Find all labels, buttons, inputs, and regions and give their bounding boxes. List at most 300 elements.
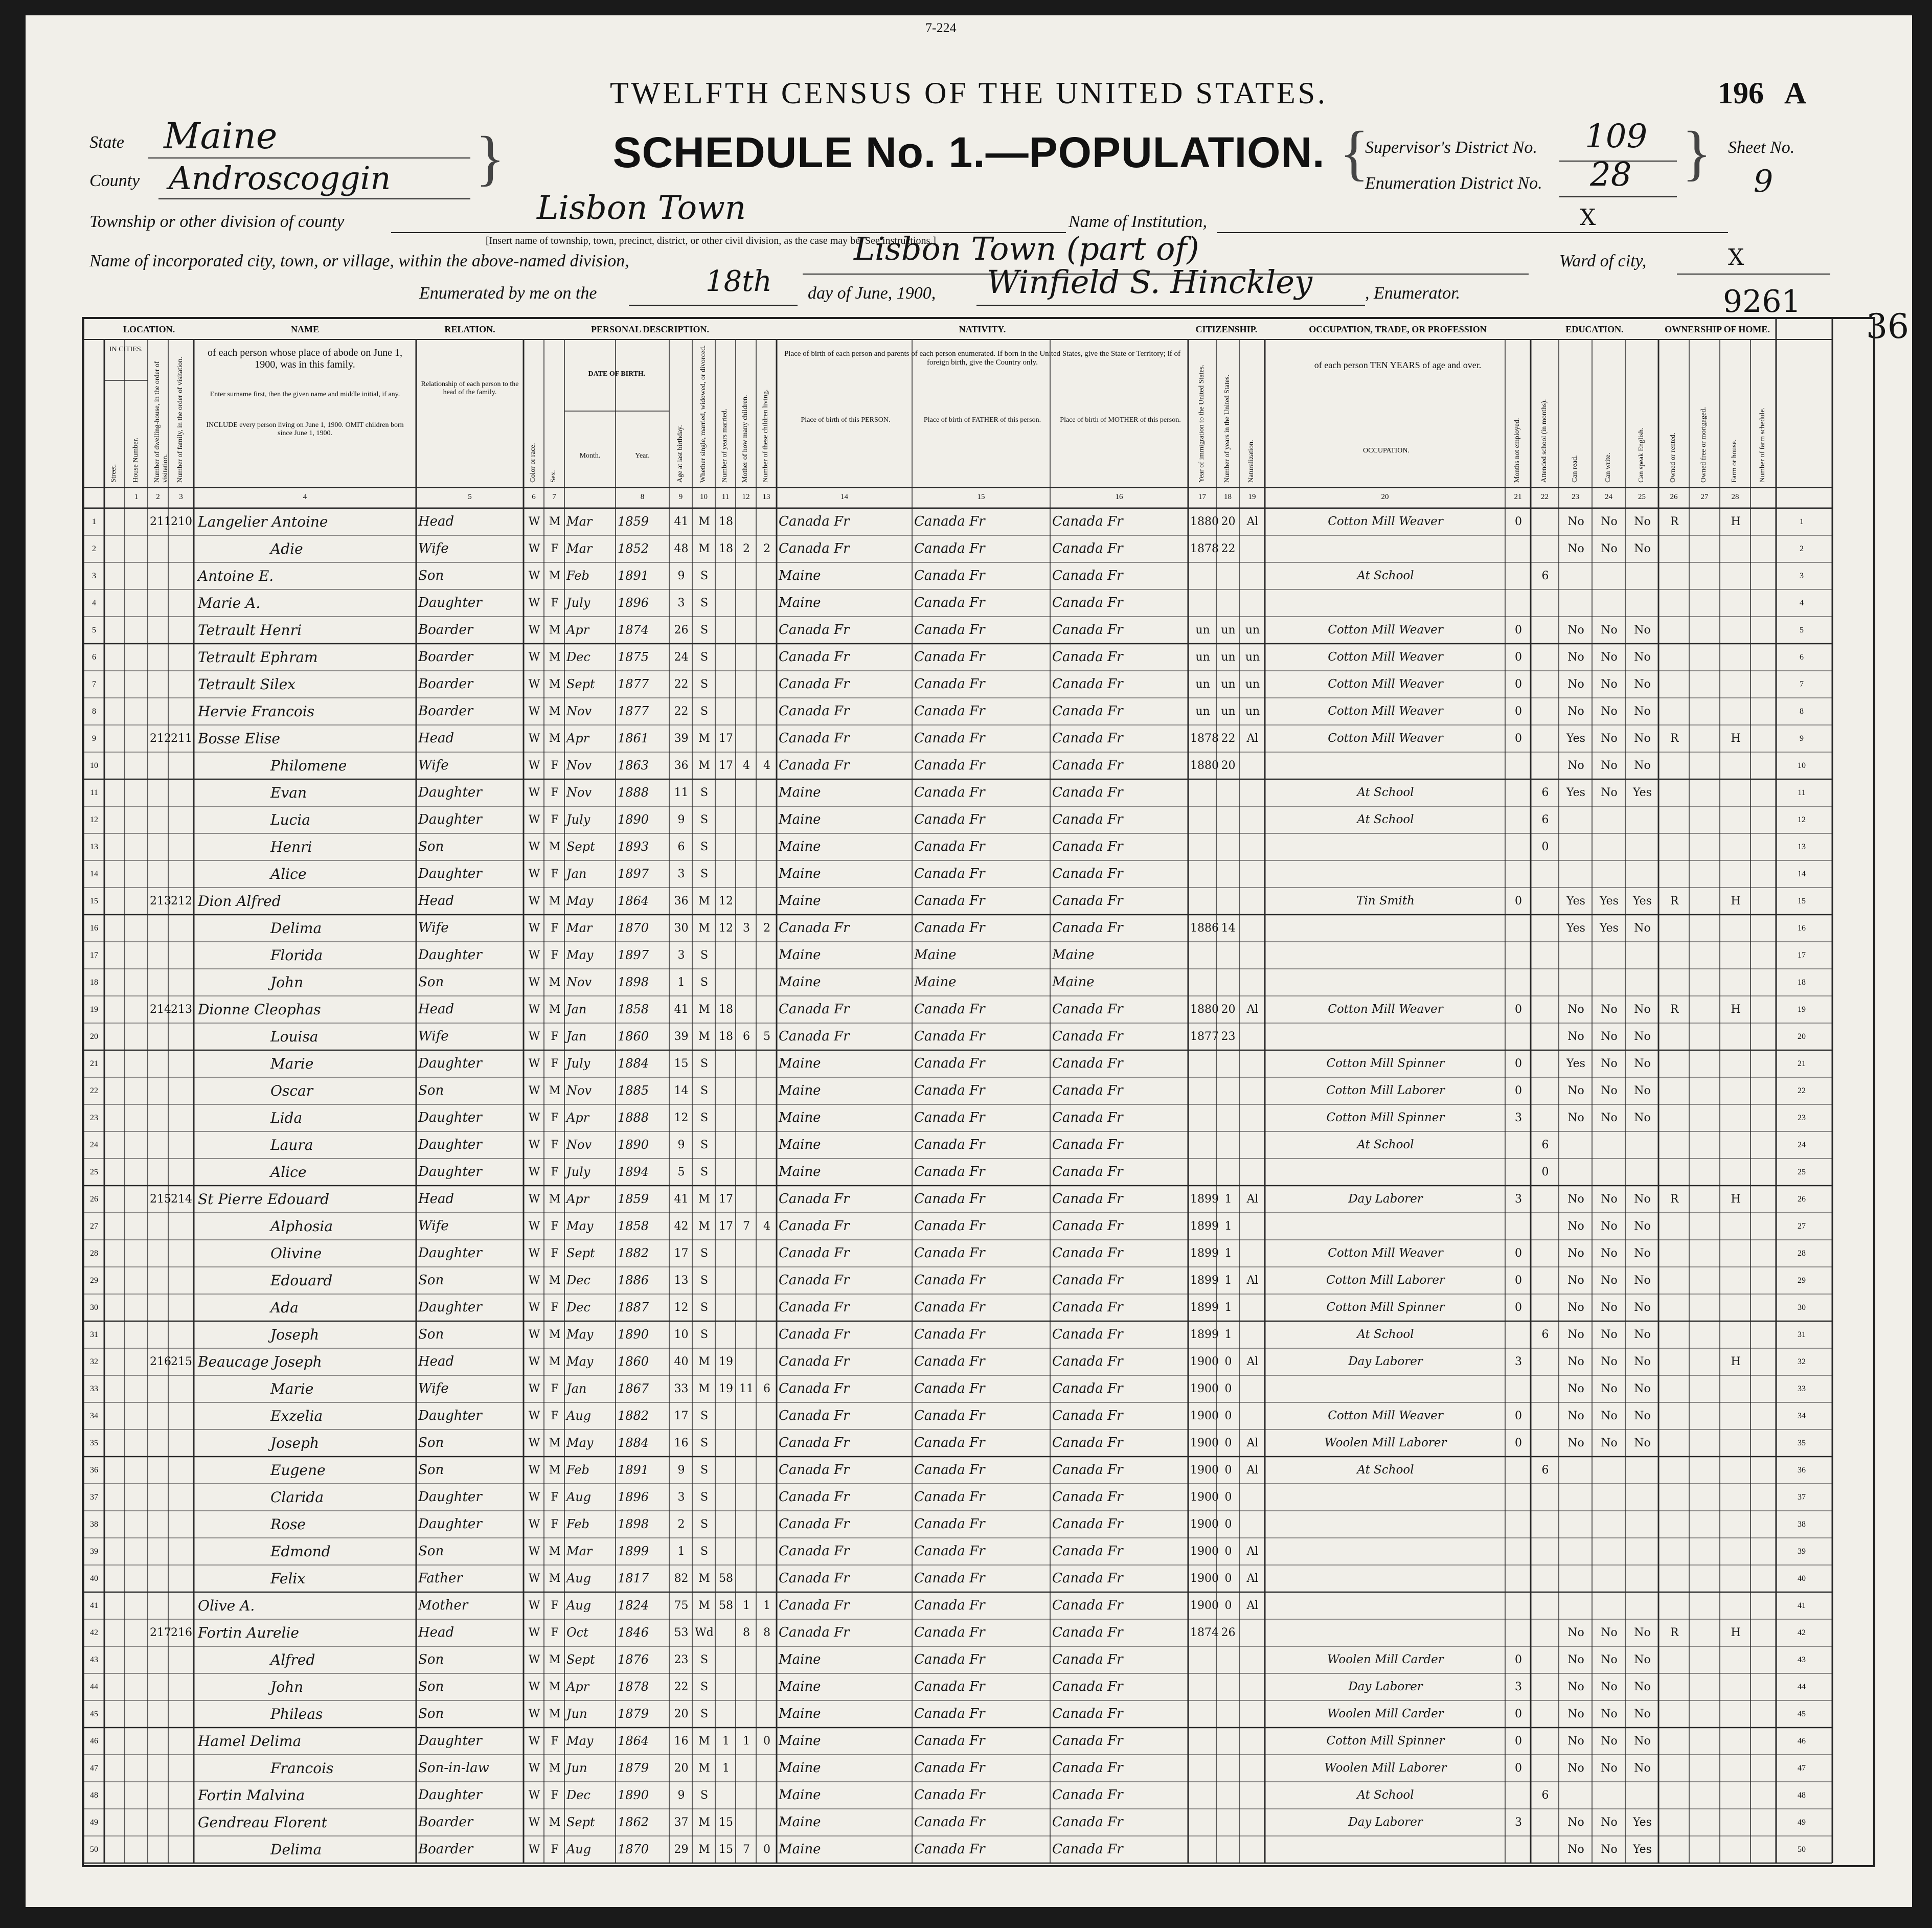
cell-ym: 18	[719, 1030, 733, 1043]
cell-mon: Oct	[566, 1625, 588, 1640]
cell-ym: 18	[719, 1003, 733, 1016]
cell-mon: Apr	[566, 731, 589, 745]
cell-mon: Jan	[566, 1002, 587, 1016]
cell-own: R	[1670, 1626, 1679, 1639]
cell-rel: Daughter	[418, 1787, 482, 1803]
cell-name: Antoine E.	[198, 568, 274, 584]
cell-bf: Canada Fr	[914, 514, 985, 529]
cell-mar: S	[700, 1328, 709, 1341]
cell-cl: 6	[763, 1382, 770, 1395]
cell-occ: Cotton Mill Weaver	[1328, 650, 1443, 664]
line-number: 13	[90, 843, 98, 851]
cell-bp: Maine	[779, 1137, 821, 1152]
enum-district-value: 28	[1590, 156, 1632, 194]
cell-bp: Canada Fr	[779, 541, 850, 556]
cell-mon: Aug	[566, 1598, 592, 1613]
cell-bp: Canada Fr	[779, 514, 850, 529]
stamp-number: 9261	[1723, 284, 1801, 320]
cell-bp: Canada Fr	[779, 1489, 850, 1505]
line-number: 16	[90, 924, 98, 933]
institution-label: Name of Institution,	[1069, 212, 1208, 231]
cell-occ: Woolen Mill Laborer	[1324, 1436, 1447, 1449]
cell-en: No	[1634, 1735, 1651, 1748]
line-number-right: 15	[1798, 897, 1806, 905]
cell-bf: Canada Fr	[914, 812, 985, 827]
cell-rd: No	[1567, 1437, 1584, 1449]
cell-imm: 1878	[1190, 542, 1219, 555]
cell-yr: 1884	[618, 1056, 649, 1071]
cell-sex: F	[551, 949, 559, 962]
cell-mon: Apr	[566, 1110, 589, 1125]
cell-nat: un	[1245, 705, 1260, 718]
cell-yr: 1877	[618, 704, 649, 718]
cell-occ: Cotton Mill Laborer	[1326, 1274, 1445, 1287]
cell-wr: No	[1601, 1816, 1618, 1829]
vertical-column-label: Age at last birthday.	[676, 425, 684, 483]
cell-name: John	[270, 974, 304, 991]
cell-age: 16	[674, 1735, 689, 1748]
cell-mar: S	[700, 1057, 709, 1070]
cell-mon: Mar	[566, 1544, 593, 1558]
column-number: 24	[1605, 493, 1612, 501]
cell-mon: Jun	[566, 1761, 587, 1775]
cell-rd: No	[1567, 1328, 1584, 1341]
cell-occ: Cotton Mill Spinner	[1326, 1734, 1445, 1748]
cell-bm: Canada Fr	[1052, 1814, 1123, 1830]
line-number-right: 14	[1798, 870, 1806, 878]
column-number: 23	[1572, 493, 1579, 501]
line-number: 44	[90, 1683, 98, 1691]
cell-color: W	[528, 1708, 540, 1720]
cell-mon: Dec	[566, 650, 590, 664]
cell-name: Dionne Cleophas	[198, 1001, 321, 1018]
cell-wr: No	[1601, 1626, 1618, 1639]
cell-sex: M	[549, 732, 561, 745]
cell-color: W	[528, 1084, 540, 1097]
line-number-right: 40	[1798, 1574, 1806, 1583]
cell-age: 22	[674, 1681, 689, 1693]
cell-bp: Canada Fr	[779, 704, 850, 719]
cell-bf: Canada Fr	[914, 1489, 985, 1505]
cell-mar: M	[698, 1599, 710, 1612]
cell-bp: Maine	[779, 1733, 821, 1749]
cell-sch: 6	[1541, 1139, 1549, 1151]
cell-sex: M	[549, 1355, 561, 1368]
line-number: 48	[90, 1791, 98, 1800]
cell-yr: 1893	[618, 840, 649, 854]
cell-cl: 0	[763, 1735, 770, 1748]
cell-ch: 7	[743, 1220, 750, 1233]
line-number-right: 8	[1800, 707, 1804, 716]
cell-mar: M	[698, 542, 710, 555]
cell-bm: Canada Fr	[1052, 812, 1123, 827]
cell-bm: Canada Fr	[1052, 1273, 1123, 1288]
cell-name: Henri	[270, 838, 312, 855]
cell-age: 1	[677, 976, 685, 989]
cell-yr: 1891	[618, 569, 649, 583]
cell-occ: At School	[1357, 786, 1414, 799]
cell-yus: 0	[1224, 1491, 1232, 1504]
line-number-right: 33	[1798, 1385, 1806, 1393]
cell-name: Clarida	[270, 1489, 324, 1506]
line-number: 23	[90, 1114, 98, 1122]
line-number-right: 35	[1798, 1439, 1806, 1447]
enumerator-underline	[976, 305, 1365, 306]
cell-yr: 1890	[618, 1788, 649, 1802]
cell-mne: 3	[1515, 1816, 1522, 1829]
cell-ym: 19	[719, 1382, 733, 1395]
cell-bp: Canada Fr	[779, 649, 850, 665]
cell-color: W	[528, 1382, 540, 1395]
cell-rel: Head	[418, 893, 454, 909]
cell-dw: 215	[150, 1193, 171, 1206]
cell-age: 20	[674, 1708, 689, 1720]
cell-rd: Yes	[1566, 786, 1585, 799]
line-number-right: 42	[1798, 1628, 1806, 1637]
cell-mon: Feb	[566, 569, 589, 583]
vertical-column-label: House Number.	[131, 438, 140, 483]
cell-yus: 0	[1224, 1437, 1232, 1449]
cell-yr: 1862	[618, 1815, 649, 1829]
form-code: 7-224	[925, 20, 957, 35]
cell-mne: 0	[1515, 624, 1522, 637]
cell-age: 42	[674, 1220, 689, 1233]
cell-mon: Nov	[566, 1138, 592, 1152]
cell-en: Yes	[1633, 1843, 1652, 1856]
cell-yr: 1874	[618, 623, 649, 637]
cell-sex: F	[551, 1301, 559, 1314]
cell-mon: Apr	[566, 1680, 589, 1694]
column-number: 18	[1224, 493, 1232, 501]
cell-age: 10	[674, 1328, 689, 1341]
name-instruction-2: INCLUDE every person living on June 1, 1900. OMIT children born since June 1, 1900.	[206, 421, 404, 438]
cell-ch: 4	[743, 759, 750, 772]
county-underline	[158, 198, 470, 199]
line-number: 50	[90, 1845, 98, 1854]
cell-bf: Canada Fr	[914, 1435, 985, 1450]
line-number-right: 17	[1798, 951, 1806, 960]
line-number-right: 29	[1798, 1276, 1806, 1285]
cell-mar: S	[700, 1464, 709, 1477]
cell-wr: No	[1601, 651, 1618, 664]
cell-bp: Canada Fr	[779, 1598, 850, 1613]
cell-rel: Head	[418, 731, 454, 746]
cell-rd: No	[1567, 1735, 1584, 1748]
cell-mar: S	[700, 949, 709, 962]
cell-color: W	[528, 895, 540, 908]
cell-wr: No	[1601, 678, 1618, 691]
cell-rel: Daughter	[418, 1516, 482, 1532]
cell-name: Lida	[270, 1109, 303, 1126]
cell-sex: F	[551, 1112, 559, 1124]
cell-bm: Canada Fr	[1052, 568, 1123, 583]
cell-name: Hervie Francois	[198, 703, 315, 720]
cell-fh: H	[1731, 895, 1741, 908]
cell-color: W	[528, 1491, 540, 1504]
cell-nat: un	[1245, 651, 1260, 664]
cell-mar: S	[700, 1653, 709, 1666]
line-number: 21	[90, 1059, 98, 1068]
cell-ym: 1	[722, 1762, 730, 1775]
cell-mon: Nov	[566, 758, 592, 773]
cell-bp: Canada Fr	[779, 1002, 850, 1017]
cell-mon: Jan	[566, 1029, 587, 1044]
line-number: 9	[92, 734, 96, 743]
cell-bm: Canada Fr	[1052, 676, 1123, 692]
line-number: 8	[92, 707, 96, 716]
cell-rd: No	[1567, 1626, 1584, 1639]
cell-bf: Canada Fr	[914, 1164, 985, 1180]
vertical-column-label: Number of these children living.	[762, 389, 769, 483]
cell-name: Joseph	[270, 1435, 319, 1451]
cell-sex: M	[549, 1193, 561, 1206]
cell-nat: Al	[1246, 1355, 1259, 1368]
cell-yus: 22	[1221, 542, 1236, 555]
cell-ym: 58	[719, 1599, 733, 1612]
cell-bp: Maine	[779, 1110, 821, 1125]
cell-rel: Son	[418, 974, 444, 990]
cell-yr: 1860	[618, 1354, 649, 1369]
cell-bm: Canada Fr	[1052, 649, 1123, 665]
cell-mar: S	[700, 976, 709, 989]
cell-occ: Cotton Mill Spinner	[1326, 1301, 1445, 1314]
vertical-column-label: Number of years married.	[721, 409, 729, 483]
cell-bm: Canada Fr	[1052, 1571, 1123, 1586]
column-number: 12	[742, 493, 750, 501]
cell-imm: 1880	[1190, 515, 1219, 528]
cell-yr: 1861	[618, 731, 649, 745]
date-of-birth-header: DATE OF BIRTH.	[588, 370, 646, 378]
cell-name: Lucia	[270, 811, 310, 828]
line-number-right: 1	[1800, 517, 1804, 526]
cell-en: No	[1634, 1003, 1651, 1016]
line-number: 17	[90, 951, 98, 960]
cell-name: Hamel Delima	[198, 1733, 302, 1750]
cell-imm: un	[1195, 705, 1210, 718]
cell-rd: No	[1567, 1274, 1584, 1287]
cell-wr: No	[1601, 1843, 1618, 1856]
cell-bf: Canada Fr	[914, 785, 985, 800]
cell-yus: un	[1221, 651, 1236, 664]
cell-fam: 214	[171, 1193, 192, 1206]
cell-imm: un	[1195, 678, 1210, 691]
column-number: 20	[1381, 493, 1389, 501]
cell-color: W	[528, 1437, 540, 1449]
cell-mon: Sept	[566, 840, 595, 854]
cell-bf: Canada Fr	[914, 1381, 985, 1396]
cell-ym: 17	[719, 732, 733, 745]
line-number-right: 9	[1800, 734, 1804, 743]
cell-fh: H	[1731, 1003, 1741, 1016]
county-value: Androscoggin	[169, 160, 391, 197]
cell-en: Yes	[1633, 1816, 1652, 1829]
cell-rel: Daughter	[418, 1300, 482, 1315]
line-number-right: 30	[1798, 1303, 1806, 1312]
cell-mon: Aug	[566, 1842, 592, 1856]
cell-bp: Canada Fr	[779, 1300, 850, 1315]
cell-wr: No	[1601, 1057, 1618, 1070]
cell-bm: Canada Fr	[1052, 1327, 1123, 1342]
cell-nat: Al	[1246, 1003, 1259, 1016]
cell-dw: 217	[150, 1626, 171, 1639]
cell-mon: Feb	[566, 1517, 589, 1531]
cell-bm: Canada Fr	[1052, 1381, 1123, 1396]
cell-nat: un	[1245, 624, 1260, 637]
line-number: 10	[90, 761, 98, 770]
cell-sex: M	[549, 1328, 561, 1341]
column-number: 6	[532, 493, 536, 501]
cell-age: 23	[674, 1653, 689, 1666]
cell-sex: F	[551, 1382, 559, 1395]
cell-color: W	[528, 515, 540, 528]
column-number: 14	[840, 493, 848, 501]
cell-yus: 14	[1221, 922, 1236, 935]
cell-bp: Canada Fr	[779, 1191, 850, 1207]
cell-mon: July	[566, 596, 590, 610]
line-number: 19	[90, 1005, 98, 1014]
column-number: 9	[678, 493, 683, 501]
cell-sex: M	[549, 1084, 561, 1097]
cell-sex: F	[551, 813, 559, 826]
cell-bp: Canada Fr	[779, 1218, 850, 1234]
cell-yus: 1	[1224, 1220, 1232, 1233]
cell-age: 39	[674, 732, 689, 745]
day-underline	[629, 305, 798, 306]
cell-wr: No	[1601, 1220, 1618, 1233]
cell-mon: May	[566, 1734, 594, 1748]
cell-mar: S	[700, 1708, 709, 1720]
cell-rel: Daughter	[418, 1489, 482, 1505]
cell-en: No	[1634, 651, 1651, 664]
vertical-column-label: Months not employed.	[1513, 418, 1521, 483]
cell-bm: Canada Fr	[1052, 704, 1123, 719]
cell-mon: Nov	[566, 785, 592, 800]
cell-age: 5	[677, 1166, 685, 1178]
cell-en: No	[1634, 1057, 1651, 1070]
cell-mon: Sept	[566, 1652, 595, 1667]
cell-sex: M	[549, 1572, 561, 1585]
cell-color: W	[528, 1220, 540, 1233]
cell-ym: 58	[719, 1572, 733, 1585]
margin-note: 36	[1866, 307, 1909, 346]
cell-wr: No	[1601, 1274, 1618, 1287]
line-number-right: 37	[1798, 1493, 1806, 1502]
cell-mne: 3	[1515, 1355, 1522, 1368]
line-number-right: 16	[1798, 924, 1806, 933]
cell-rel: Head	[418, 1002, 454, 1017]
cell-bm: Canada Fr	[1052, 920, 1123, 936]
cell-color: W	[528, 759, 540, 772]
line-number: 25	[90, 1168, 98, 1176]
cell-imm: 1900	[1190, 1382, 1219, 1395]
cell-rd: No	[1567, 1762, 1584, 1775]
cell-rd: No	[1567, 1247, 1584, 1260]
line-number: 26	[90, 1195, 98, 1204]
cell-occ: Day Laborer	[1348, 1192, 1423, 1206]
cell-name: Alice	[270, 1164, 307, 1181]
cell-mne: 0	[1515, 1247, 1522, 1260]
column-number: 17	[1198, 493, 1206, 501]
line-number-right: 4	[1800, 599, 1804, 607]
cell-age: 17	[674, 1247, 689, 1260]
line-number-right: 46	[1798, 1737, 1806, 1745]
line-number: 18	[90, 978, 98, 987]
cell-cl: 2	[763, 922, 770, 935]
cell-yus: 1	[1224, 1301, 1232, 1314]
cell-yr: 1899	[618, 1544, 649, 1558]
cell-rel: Daughter	[418, 785, 482, 800]
line-number-right: 39	[1798, 1547, 1806, 1556]
cell-fh: H	[1731, 515, 1741, 528]
cell-yus: 0	[1224, 1545, 1232, 1558]
cell-en: No	[1634, 542, 1651, 555]
column-group-header: PERSONAL DESCRIPTION.	[590, 324, 710, 334]
cell-imm: 1899	[1190, 1193, 1219, 1206]
cell-bf: Maine	[914, 947, 957, 963]
cell-mar: M	[698, 1843, 710, 1856]
cell-bf: Canada Fr	[914, 1760, 985, 1776]
cell-name: Bosse Elise	[198, 730, 280, 747]
cell-mar: S	[700, 1274, 709, 1287]
cell-color: W	[528, 1328, 540, 1341]
incorporated-label: Name of incorporated city, town, or village, within the above-named division,	[89, 252, 629, 270]
cell-ym: 1	[722, 1735, 730, 1748]
cell-sex: M	[549, 624, 561, 637]
cell-mne: 3	[1515, 1681, 1522, 1693]
cell-rd: No	[1567, 1084, 1584, 1097]
cell-bm: Canada Fr	[1052, 1354, 1123, 1369]
cell-bm: Canada Fr	[1052, 1733, 1123, 1749]
cell-yus: 0	[1224, 1464, 1232, 1477]
state-underline	[148, 157, 470, 158]
cell-wr: No	[1601, 1382, 1618, 1395]
cell-sex: F	[551, 868, 559, 880]
line-number: 33	[90, 1385, 98, 1393]
cell-occ: Day Laborer	[1348, 1680, 1423, 1693]
cell-name: Rose	[270, 1516, 306, 1533]
cell-dw: 213	[150, 895, 171, 908]
cell-sch: 6	[1541, 813, 1549, 826]
cell-name: St Pierre Edouard	[198, 1191, 330, 1208]
line-number-right: 13	[1798, 843, 1806, 851]
schedule-title: SCHEDULE No. 1.—POPULATION.	[612, 128, 1325, 176]
cell-bm: Canada Fr	[1052, 1002, 1123, 1017]
cell-yr: 1887	[618, 1300, 649, 1314]
cell-color: W	[528, 732, 540, 745]
column-number: 26	[1670, 493, 1678, 501]
cell-yr: 1859	[618, 1192, 649, 1206]
cell-occ: Cotton Mill Spinner	[1326, 1111, 1445, 1124]
cell-yr: 1886	[618, 1273, 649, 1287]
cell-mar: S	[700, 597, 709, 609]
cell-bm: Canada Fr	[1052, 893, 1123, 909]
cell-bm: Maine	[1052, 947, 1095, 963]
population-table	[82, 317, 1875, 1867]
cell-imm: 1900	[1190, 1410, 1219, 1422]
cell-age: 3	[677, 868, 685, 880]
cell-fam: 213	[171, 1003, 192, 1016]
header-brace-left: }	[475, 124, 505, 192]
cell-name: Exzelia	[270, 1408, 323, 1424]
cell-name: Fortin Malvina	[198, 1787, 305, 1804]
cell-ch: 8	[743, 1626, 750, 1639]
cell-bf: Canada Fr	[914, 676, 985, 692]
cell-rel: Boarder	[418, 622, 473, 638]
cell-age: 41	[674, 1003, 689, 1016]
cell-wr: No	[1601, 1653, 1618, 1666]
cell-bp: Canada Fr	[779, 1245, 850, 1261]
vertical-column-label: Mother of how many children.	[741, 395, 749, 483]
